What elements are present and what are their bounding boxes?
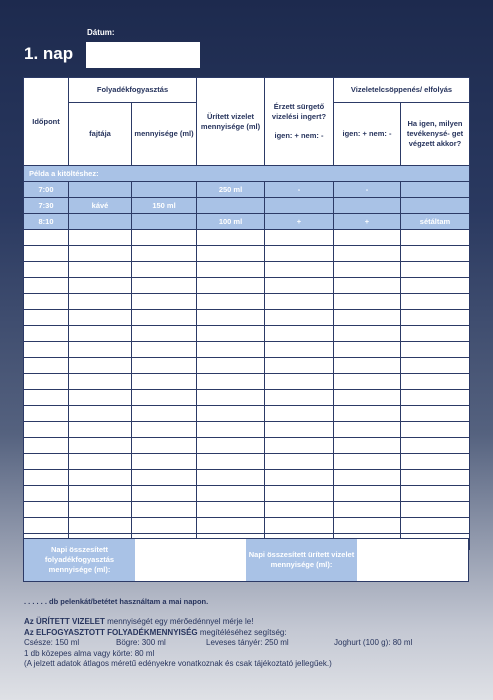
log-cell[interactable] <box>69 390 132 406</box>
log-cell[interactable] <box>197 390 265 406</box>
log-cell[interactable] <box>69 374 132 390</box>
example-cell: + <box>334 214 401 230</box>
log-cell[interactable] <box>401 294 470 310</box>
note-bold: Az ÜRÍTETT VIZELET <box>24 617 105 626</box>
log-cell[interactable] <box>197 230 265 246</box>
log-cell[interactable] <box>24 342 69 358</box>
log-cell[interactable] <box>69 502 132 518</box>
log-cell[interactable] <box>132 230 197 246</box>
log-cell[interactable] <box>197 294 265 310</box>
example-cell: 150 ml <box>132 198 197 214</box>
log-cell[interactable] <box>24 470 69 486</box>
log-cell[interactable] <box>334 374 401 390</box>
log-cell[interactable] <box>69 230 132 246</box>
example-cell <box>197 198 265 214</box>
log-row <box>24 374 470 390</box>
log-cell[interactable] <box>69 278 132 294</box>
log-cell[interactable] <box>334 326 401 342</box>
log-row <box>24 294 470 310</box>
cup-volume: Csésze: 150 ml <box>24 638 80 647</box>
log-cell[interactable] <box>132 374 197 390</box>
log-cell[interactable] <box>24 310 69 326</box>
urge-hint: igen: + nem: - <box>274 131 324 141</box>
log-row <box>24 262 470 278</box>
log-cell[interactable] <box>401 438 470 454</box>
example-cell <box>69 214 132 230</box>
log-cell[interactable] <box>132 518 197 534</box>
log-cell[interactable] <box>24 454 69 470</box>
log-row <box>24 310 470 326</box>
log-cell[interactable] <box>197 374 265 390</box>
log-cell[interactable] <box>334 470 401 486</box>
log-cell[interactable] <box>132 294 197 310</box>
log-cell[interactable] <box>197 262 265 278</box>
intake-total-label: Napi összesített folyadékfogyasztás mennyisége (ml): <box>24 539 135 581</box>
log-cell[interactable] <box>132 454 197 470</box>
log-cell[interactable] <box>197 310 265 326</box>
log-cell[interactable] <box>132 310 197 326</box>
log-cell[interactable] <box>24 406 69 422</box>
log-row <box>24 342 470 358</box>
log-cell[interactable] <box>24 518 69 534</box>
log-cell[interactable] <box>132 246 197 262</box>
log-cell[interactable] <box>69 342 132 358</box>
note-text: megítéléséhez segítség: <box>197 627 287 637</box>
log-cell[interactable] <box>334 438 401 454</box>
log-cell[interactable] <box>197 470 265 486</box>
log-cell[interactable] <box>334 486 401 502</box>
log-cell[interactable] <box>24 326 69 342</box>
example-row <box>24 182 470 198</box>
log-cell[interactable] <box>132 486 197 502</box>
column-header-leak-yesno: igen: + nem: - <box>334 103 401 166</box>
log-cell[interactable] <box>334 422 401 438</box>
log-cell[interactable] <box>334 342 401 358</box>
log-cell[interactable] <box>265 454 334 470</box>
log-cell[interactable] <box>265 342 334 358</box>
log-cell[interactable] <box>24 278 69 294</box>
log-cell[interactable] <box>401 246 470 262</box>
log-row <box>24 390 470 406</box>
log-cell[interactable] <box>401 470 470 486</box>
log-cell[interactable] <box>401 422 470 438</box>
log-cell[interactable] <box>401 518 470 534</box>
log-cell[interactable] <box>401 310 470 326</box>
log-row <box>24 486 470 502</box>
log-cell[interactable] <box>334 454 401 470</box>
log-cell[interactable] <box>69 454 132 470</box>
log-cell[interactable] <box>265 262 334 278</box>
log-cell[interactable] <box>132 438 197 454</box>
log-cell[interactable] <box>132 326 197 342</box>
log-cell[interactable] <box>401 374 470 390</box>
urge-question: Érzett sürgető vizelési ingert? <box>271 102 327 121</box>
log-cell[interactable] <box>334 262 401 278</box>
log-cell[interactable] <box>401 278 470 294</box>
example-cell <box>69 182 132 198</box>
log-cell[interactable] <box>69 470 132 486</box>
log-cell[interactable] <box>69 310 132 326</box>
log-cell[interactable] <box>132 422 197 438</box>
log-cell[interactable] <box>132 358 197 374</box>
example-cell: 100 ml <box>197 214 265 230</box>
log-cell[interactable] <box>132 262 197 278</box>
log-row <box>24 422 470 438</box>
log-cell[interactable] <box>132 390 197 406</box>
example-row <box>24 198 470 214</box>
example-title: Példa a kitöltéshez: <box>24 166 470 182</box>
example-cell <box>334 198 401 214</box>
log-cell[interactable] <box>265 230 334 246</box>
pads-used-line: . . . . . . db pelenkát/betétet használtam a mai napon. <box>24 597 209 606</box>
log-cell[interactable] <box>265 358 334 374</box>
log-cell[interactable] <box>24 374 69 390</box>
log-cell[interactable] <box>401 502 470 518</box>
log-cell[interactable] <box>334 406 401 422</box>
log-cell[interactable] <box>69 326 132 342</box>
log-row <box>24 438 470 454</box>
log-cell[interactable] <box>265 374 334 390</box>
log-cell[interactable] <box>265 470 334 486</box>
log-cell[interactable] <box>265 438 334 454</box>
log-cell[interactable] <box>69 246 132 262</box>
log-cell[interactable] <box>132 342 197 358</box>
log-cell[interactable] <box>197 518 265 534</box>
log-cell[interactable] <box>69 406 132 422</box>
log-cell[interactable] <box>69 438 132 454</box>
log-cell[interactable] <box>69 422 132 438</box>
log-row <box>24 406 470 422</box>
log-cell[interactable] <box>69 518 132 534</box>
log-cell[interactable] <box>69 294 132 310</box>
example-cell <box>132 182 197 198</box>
log-row <box>24 230 470 246</box>
log-cell[interactable] <box>24 358 69 374</box>
page-title: 1. nap <box>24 44 74 63</box>
log-row <box>24 326 470 342</box>
log-cell[interactable] <box>334 310 401 326</box>
log-cell[interactable] <box>401 390 470 406</box>
column-header-leak: Vizeletelcsöppenés/ elfolyás <box>334 78 470 103</box>
log-cell[interactable] <box>197 422 265 438</box>
log-cell[interactable] <box>334 246 401 262</box>
disclaimer: (A jelzett adatok átlagos méretű edényekre vonatkoznak és csak tájékoztató jellegűek.) <box>24 659 332 668</box>
log-row <box>24 454 470 470</box>
log-cell[interactable] <box>197 438 265 454</box>
volume-references <box>24 638 412 649</box>
column-header-urine: Ürített vizelet mennyisége (ml) <box>197 78 265 166</box>
log-cell[interactable] <box>265 422 334 438</box>
example-cell: 7:30 <box>24 198 69 214</box>
example-cell <box>132 214 197 230</box>
example-cell: kávé <box>69 198 132 214</box>
yogurt-volume: Joghurt (100 g): 80 ml <box>334 638 413 647</box>
log-cell[interactable] <box>24 230 69 246</box>
column-header-intake-amount: mennyisége (ml) <box>132 103 197 166</box>
log-cell[interactable] <box>197 502 265 518</box>
log-cell[interactable] <box>197 278 265 294</box>
log-cell[interactable] <box>401 326 470 342</box>
column-header-urge <box>265 78 334 166</box>
example-cell: - <box>265 182 334 198</box>
example-cell: 7:00 <box>24 182 69 198</box>
log-cell[interactable] <box>197 246 265 262</box>
log-cell[interactable] <box>197 358 265 374</box>
log-cell[interactable] <box>401 358 470 374</box>
note-bold: Az ELFOGYASZTOTT FOLYADÉKMENNYISÉG <box>24 627 198 637</box>
log-cell[interactable] <box>334 358 401 374</box>
urine-total-label: Napi összesített ürített vizelet mennyisége (ml): <box>246 539 357 581</box>
mug-volume: Bögre: 300 ml <box>116 638 166 647</box>
column-header-intake-type: fajtája <box>69 103 132 166</box>
log-cell[interactable] <box>24 422 69 438</box>
log-cell[interactable] <box>197 486 265 502</box>
note-text: mennyiségét egy mérőedénnyel mérje le! <box>104 617 254 626</box>
log-cell[interactable] <box>265 502 334 518</box>
log-cell[interactable] <box>334 390 401 406</box>
log-cell[interactable] <box>69 486 132 502</box>
example-cell: sétáltam <box>401 214 470 230</box>
log-cell[interactable] <box>69 358 132 374</box>
column-header-time: Időpont <box>24 78 69 166</box>
log-cell[interactable] <box>401 486 470 502</box>
log-cell[interactable] <box>24 502 69 518</box>
note-line-intake <box>24 628 412 639</box>
note-line-urine <box>24 617 412 628</box>
bladder-diary-table <box>23 77 470 550</box>
log-cell[interactable] <box>334 518 401 534</box>
log-cell[interactable] <box>265 246 334 262</box>
example-row <box>24 214 470 230</box>
example-cell <box>401 182 470 198</box>
log-cell[interactable] <box>132 502 197 518</box>
log-cell[interactable] <box>401 454 470 470</box>
log-cell[interactable] <box>265 390 334 406</box>
column-header-activity: Ha igen, milyen tevékenysé- get végzett akkor? <box>401 103 470 166</box>
log-cell[interactable] <box>24 262 69 278</box>
log-cell[interactable] <box>197 406 265 422</box>
log-cell[interactable] <box>24 390 69 406</box>
log-row <box>24 470 470 486</box>
urine-total-field[interactable] <box>357 539 468 581</box>
log-cell[interactable] <box>334 294 401 310</box>
example-cell: + <box>265 214 334 230</box>
log-cell[interactable] <box>24 486 69 502</box>
log-row <box>24 278 470 294</box>
example-cell <box>401 198 470 214</box>
daily-summary <box>23 538 469 582</box>
example-cell: 8:10 <box>24 214 69 230</box>
log-cell[interactable] <box>197 342 265 358</box>
apple-volume: 1 db közepes alma vagy körte: 80 ml <box>24 648 155 658</box>
example-cell <box>265 198 334 214</box>
date-field[interactable] <box>86 42 200 68</box>
log-row <box>24 358 470 374</box>
log-cell[interactable] <box>334 502 401 518</box>
log-cell[interactable] <box>24 246 69 262</box>
log-row <box>24 518 470 534</box>
log-cell[interactable] <box>132 278 197 294</box>
log-cell[interactable] <box>132 470 197 486</box>
log-cell[interactable] <box>197 454 265 470</box>
log-cell[interactable] <box>265 294 334 310</box>
log-cell[interactable] <box>197 326 265 342</box>
intake-total-field[interactable] <box>135 539 246 581</box>
log-cell[interactable] <box>334 278 401 294</box>
log-cell[interactable] <box>265 278 334 294</box>
plate-volume: Leveses tányér: 250 ml <box>206 638 289 647</box>
log-cell[interactable] <box>69 262 132 278</box>
example-cell: - <box>334 182 401 198</box>
log-cell[interactable] <box>24 294 69 310</box>
log-cell[interactable] <box>401 262 470 278</box>
log-cell[interactable] <box>401 406 470 422</box>
log-cell[interactable] <box>334 230 401 246</box>
log-cell[interactable] <box>132 406 197 422</box>
date-label: Dátum: <box>87 28 115 37</box>
log-cell[interactable] <box>24 438 69 454</box>
column-header-intake: Folyadékfogyasztás <box>69 78 197 103</box>
notes <box>24 617 412 670</box>
log-cell[interactable] <box>265 406 334 422</box>
log-cell[interactable] <box>265 486 334 502</box>
log-cell[interactable] <box>265 518 334 534</box>
log-cell[interactable] <box>265 326 334 342</box>
log-cell[interactable] <box>265 310 334 326</box>
log-row <box>24 246 470 262</box>
log-cell[interactable] <box>401 342 470 358</box>
log-cell[interactable] <box>401 230 470 246</box>
example-cell: 250 ml <box>197 182 265 198</box>
log-row <box>24 502 470 518</box>
